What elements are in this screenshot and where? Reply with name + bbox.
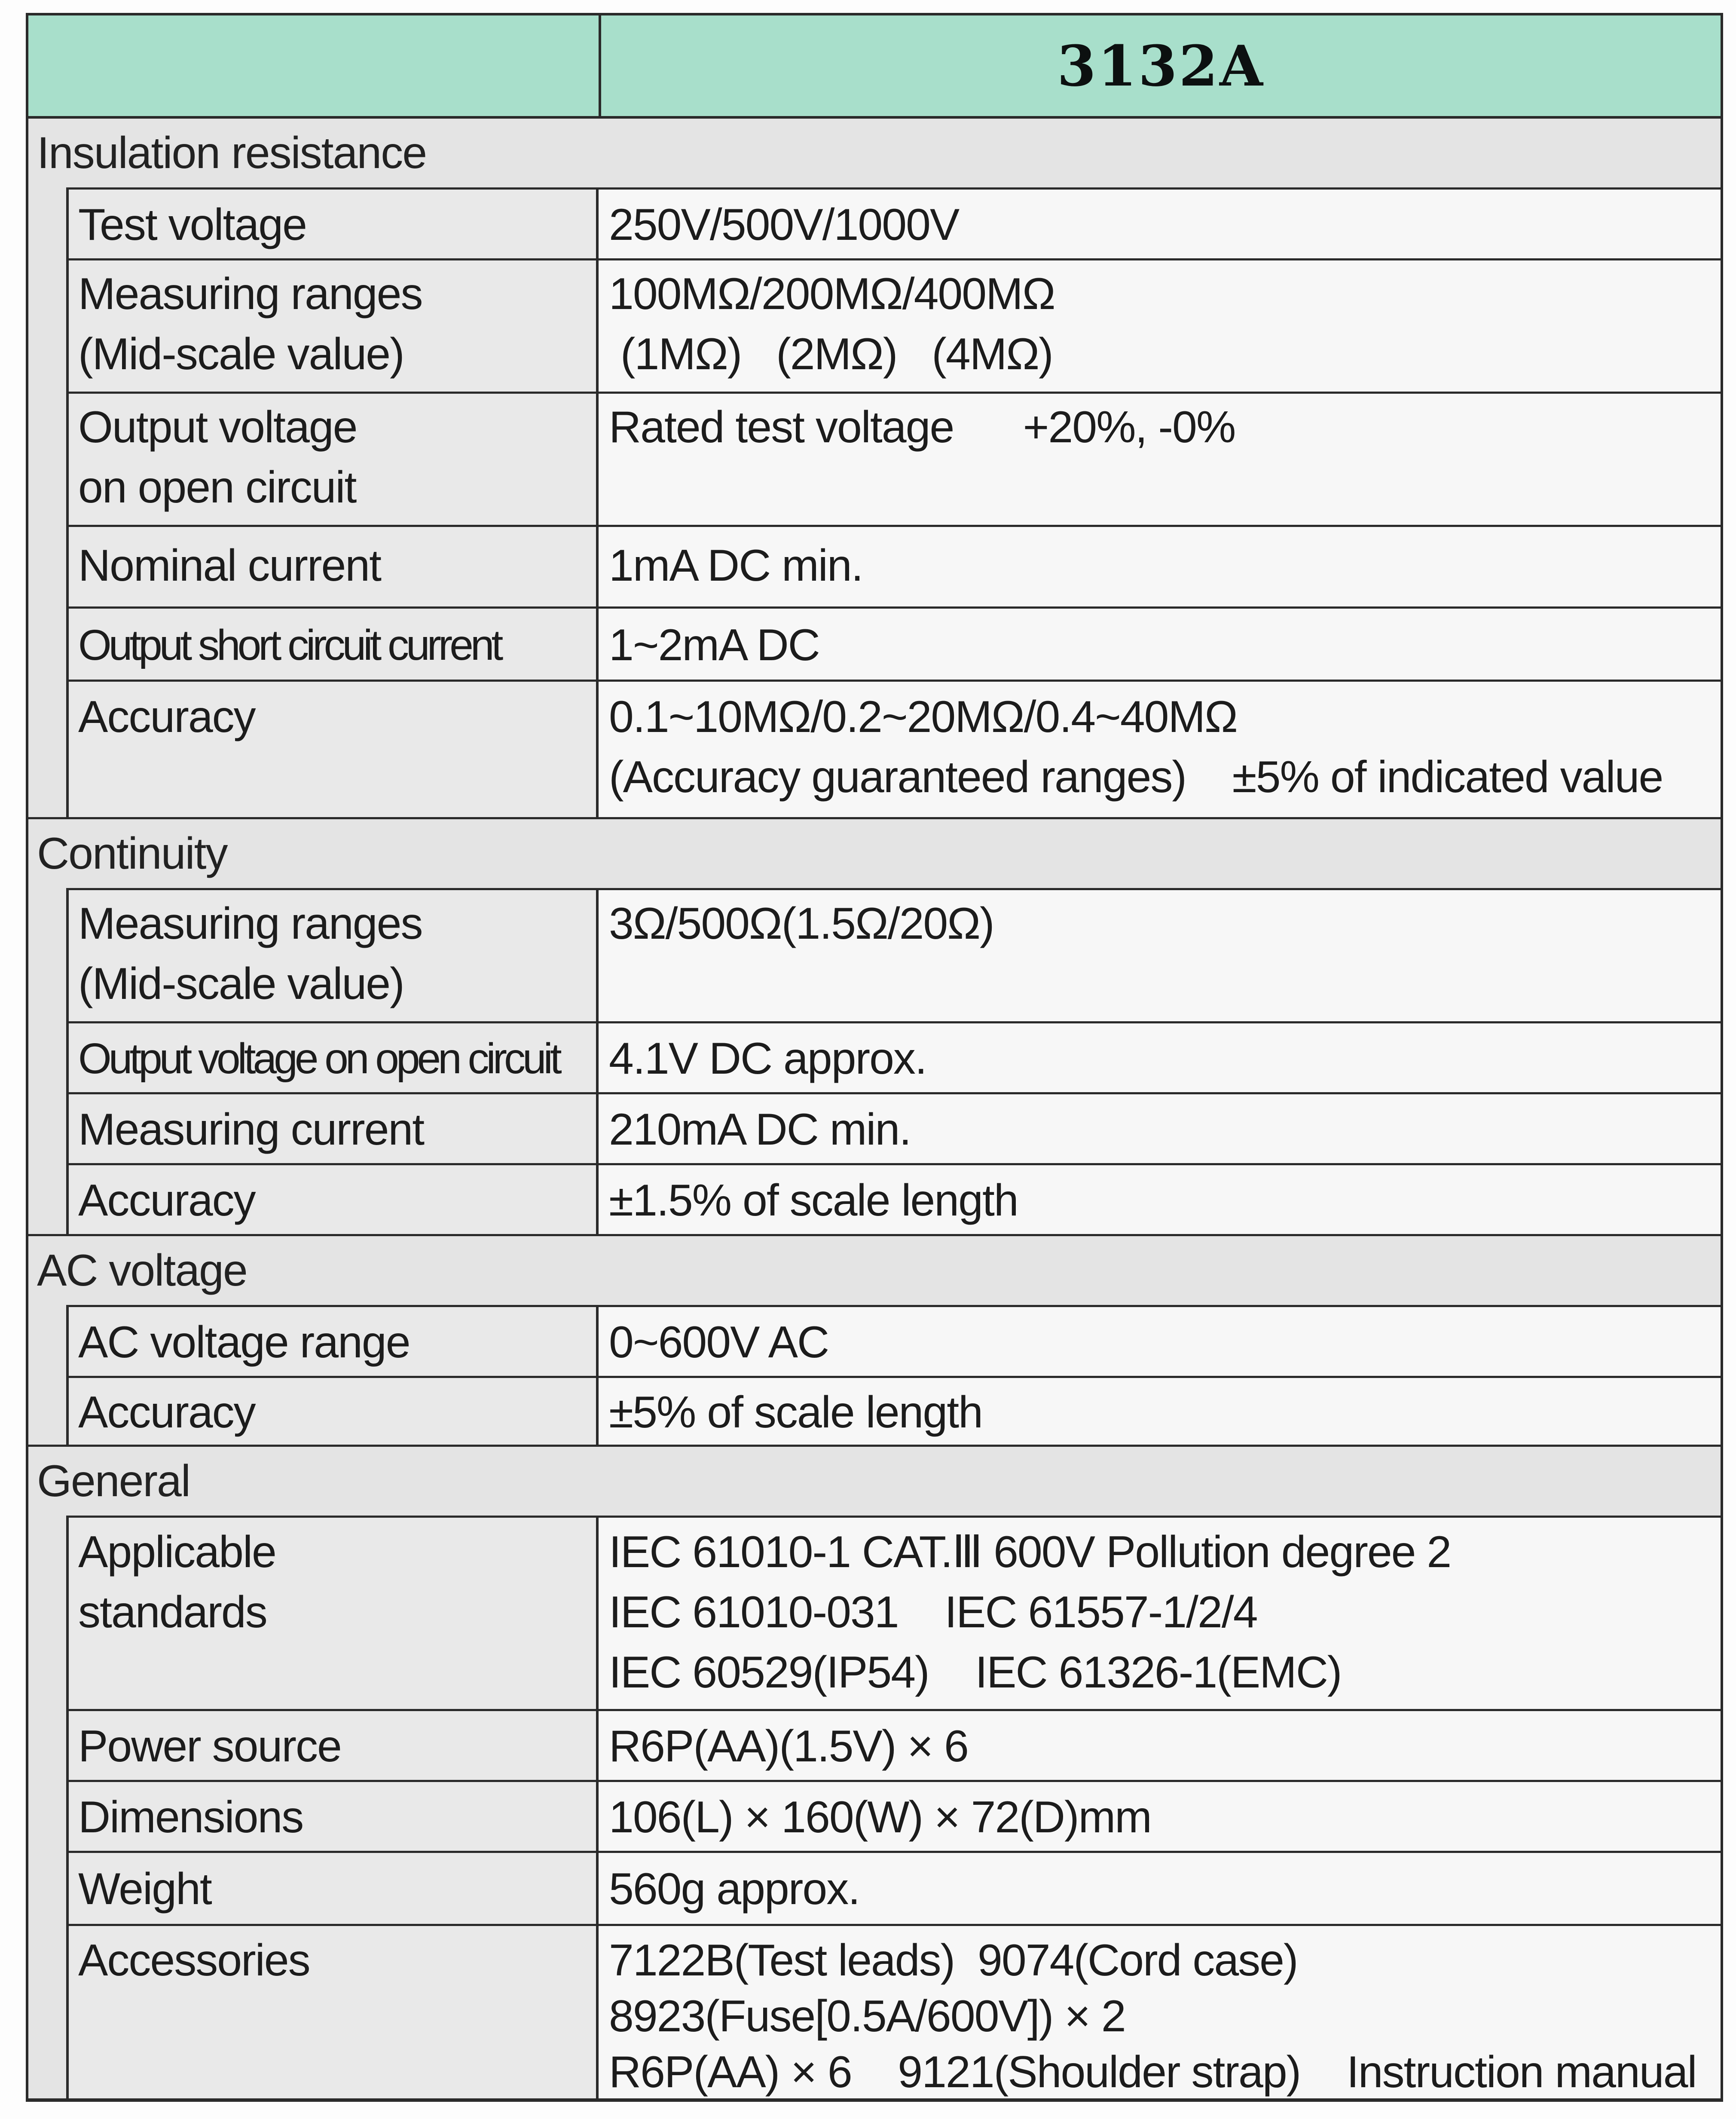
value-line: 210mA DC min. xyxy=(609,1105,911,1154)
spec-label xyxy=(69,1518,599,1709)
spec-row-nominal-current xyxy=(69,525,1721,606)
value-line: 1mA DC min. xyxy=(609,541,863,591)
spec-row-output-voltage xyxy=(69,1021,1721,1092)
section-title: General xyxy=(37,1456,190,1506)
spec-value xyxy=(599,1165,1721,1234)
section-title: AC voltage xyxy=(37,1245,247,1295)
spec-label xyxy=(69,1782,599,1851)
label-line: Power source xyxy=(78,1721,341,1771)
label-line: (Mid-scale value) xyxy=(78,959,404,1009)
value-line: 8923(Fuse[0.5A/600V]) × 2 xyxy=(609,1991,1125,2041)
label-line: Measuring ranges xyxy=(78,269,422,319)
label-line: Accuracy xyxy=(78,692,255,742)
spec-row-measuring-current xyxy=(69,1092,1721,1163)
spec-label xyxy=(69,1094,599,1163)
spec-value xyxy=(599,1782,1721,1851)
spec-value xyxy=(599,190,1721,258)
section-continuity xyxy=(28,819,1721,1236)
value-line: ±1.5% of scale length xyxy=(609,1176,1018,1225)
label-line: Test voltage xyxy=(78,200,306,250)
spec-row-accessories xyxy=(69,1924,1721,2098)
value-line: 100MΩ/200MΩ/400MΩ xyxy=(609,269,1055,319)
value-line: 0.1~10MΩ/0.2~20MΩ/0.4~40MΩ xyxy=(609,692,1237,742)
section-title: Insulation resistance xyxy=(37,128,427,178)
label-line: Nominal current xyxy=(78,541,381,591)
spec-label xyxy=(69,1926,599,2098)
spec-value xyxy=(599,1711,1721,1780)
spec-value xyxy=(599,1307,1721,1376)
spec-row-measuring-ranges xyxy=(69,258,1721,392)
value-line: (1MΩ) (2MΩ) (4MΩ) xyxy=(609,329,1053,379)
spec-value xyxy=(599,1094,1721,1163)
spec-label xyxy=(69,260,599,392)
value-line: ±5% of scale length xyxy=(609,1387,982,1437)
label-line: Accuracy xyxy=(78,1387,255,1437)
label-line: Measuring current xyxy=(78,1105,424,1154)
spec-row-measuring-ranges xyxy=(69,888,1721,1021)
spec-value xyxy=(599,1378,1721,1445)
spec-label xyxy=(69,1853,599,1924)
spec-value xyxy=(599,527,1721,606)
spec-row-weight xyxy=(69,1851,1721,1924)
value-line: IEC 60529(IP54) IEC 61326-1(EMC) xyxy=(609,1647,1342,1697)
spec-label xyxy=(69,1307,599,1376)
spec-label xyxy=(69,890,599,1021)
label-line: Applicable xyxy=(78,1527,276,1577)
spec-row-output-voltage xyxy=(69,392,1721,525)
spec-row-accuracy xyxy=(69,680,1721,817)
spec-row-dimensions xyxy=(69,1780,1721,1851)
value-line: R6P(AA)(1.5V) × 6 xyxy=(609,1721,968,1771)
label-line: Weight xyxy=(78,1864,211,1914)
spec-label xyxy=(69,527,599,606)
label-line: on open circuit xyxy=(78,462,356,512)
spec-value xyxy=(599,394,1721,525)
spec-row-test-voltage xyxy=(69,187,1721,258)
spec-label xyxy=(69,1378,599,1445)
spec-label xyxy=(69,1023,599,1092)
value-line: 7122B(Test leads) 9074(Cord case) xyxy=(609,1935,1298,1985)
spec-value xyxy=(599,1023,1721,1092)
label-line: Output short circuit current xyxy=(78,621,501,669)
spec-label xyxy=(69,682,599,817)
spec-value xyxy=(599,1853,1721,1924)
value-line: (Accuracy guaranteed ranges) ±5% of indicated value xyxy=(609,752,1663,802)
label-line: Accessories xyxy=(78,1935,310,1985)
spec-value xyxy=(599,609,1721,680)
section-insulation-resistance xyxy=(28,119,1721,819)
value-line: 4.1V DC approx. xyxy=(609,1034,926,1084)
spec-row-accuracy xyxy=(69,1163,1721,1234)
spec-row-accuracy xyxy=(69,1376,1721,1445)
value-line: Rated test voltage +20%, -0% xyxy=(609,402,1235,452)
spec-label xyxy=(69,394,599,525)
value-line: 3Ω/500Ω(1.5Ω/20Ω) xyxy=(609,899,994,949)
spec-row-power-source xyxy=(69,1709,1721,1780)
spec-value xyxy=(599,260,1721,392)
section-general xyxy=(28,1447,1721,2098)
spec-label xyxy=(69,190,599,258)
spec-value xyxy=(599,1518,1721,1709)
value-line: 0~600V AC xyxy=(609,1317,829,1367)
spec-value xyxy=(599,1926,1721,2098)
spec-table xyxy=(26,13,1723,2102)
spec-value xyxy=(599,890,1721,1021)
model-name: 3132A xyxy=(1057,33,1265,99)
label-line: Output voltage on open circuit xyxy=(78,1035,559,1083)
label-line: Measuring ranges xyxy=(78,899,422,949)
spec-value xyxy=(599,682,1721,817)
spec-label xyxy=(69,1165,599,1234)
spec-row-applicable-standards xyxy=(69,1516,1721,1709)
label-line: Accuracy xyxy=(78,1176,255,1225)
label-line: standards xyxy=(78,1587,267,1637)
spec-row-short-circuit-current xyxy=(69,606,1721,680)
value-line: 560g approx. xyxy=(609,1864,860,1914)
value-line: IEC 61010-031 IEC 61557-1/2/4 xyxy=(609,1587,1257,1637)
spec-label xyxy=(69,1711,599,1780)
value-line: 250V/500V/1000V xyxy=(609,200,959,250)
table-header xyxy=(28,15,1721,119)
value-line: 1~2mA DC xyxy=(609,620,819,670)
label-line: (Mid-scale value) xyxy=(78,329,404,379)
value-line: 106(L) × 160(W) × 72(D)mm xyxy=(609,1792,1151,1842)
section-title: Continuity xyxy=(37,828,227,879)
value-line: R6P(AA) × 6 9121(Shoulder strap) Instruction manual xyxy=(609,2047,1696,2097)
spec-label xyxy=(69,609,599,680)
section-ac-voltage xyxy=(28,1236,1721,1447)
spec-row-ac-voltage-range xyxy=(69,1305,1721,1376)
label-line: AC voltage range xyxy=(78,1317,410,1367)
label-line: Dimensions xyxy=(78,1792,303,1842)
value-line: IEC 61010-1 CAT.Ⅲ 600V Pollution degree 2 xyxy=(609,1527,1451,1577)
label-line: Output voltage xyxy=(78,402,357,452)
